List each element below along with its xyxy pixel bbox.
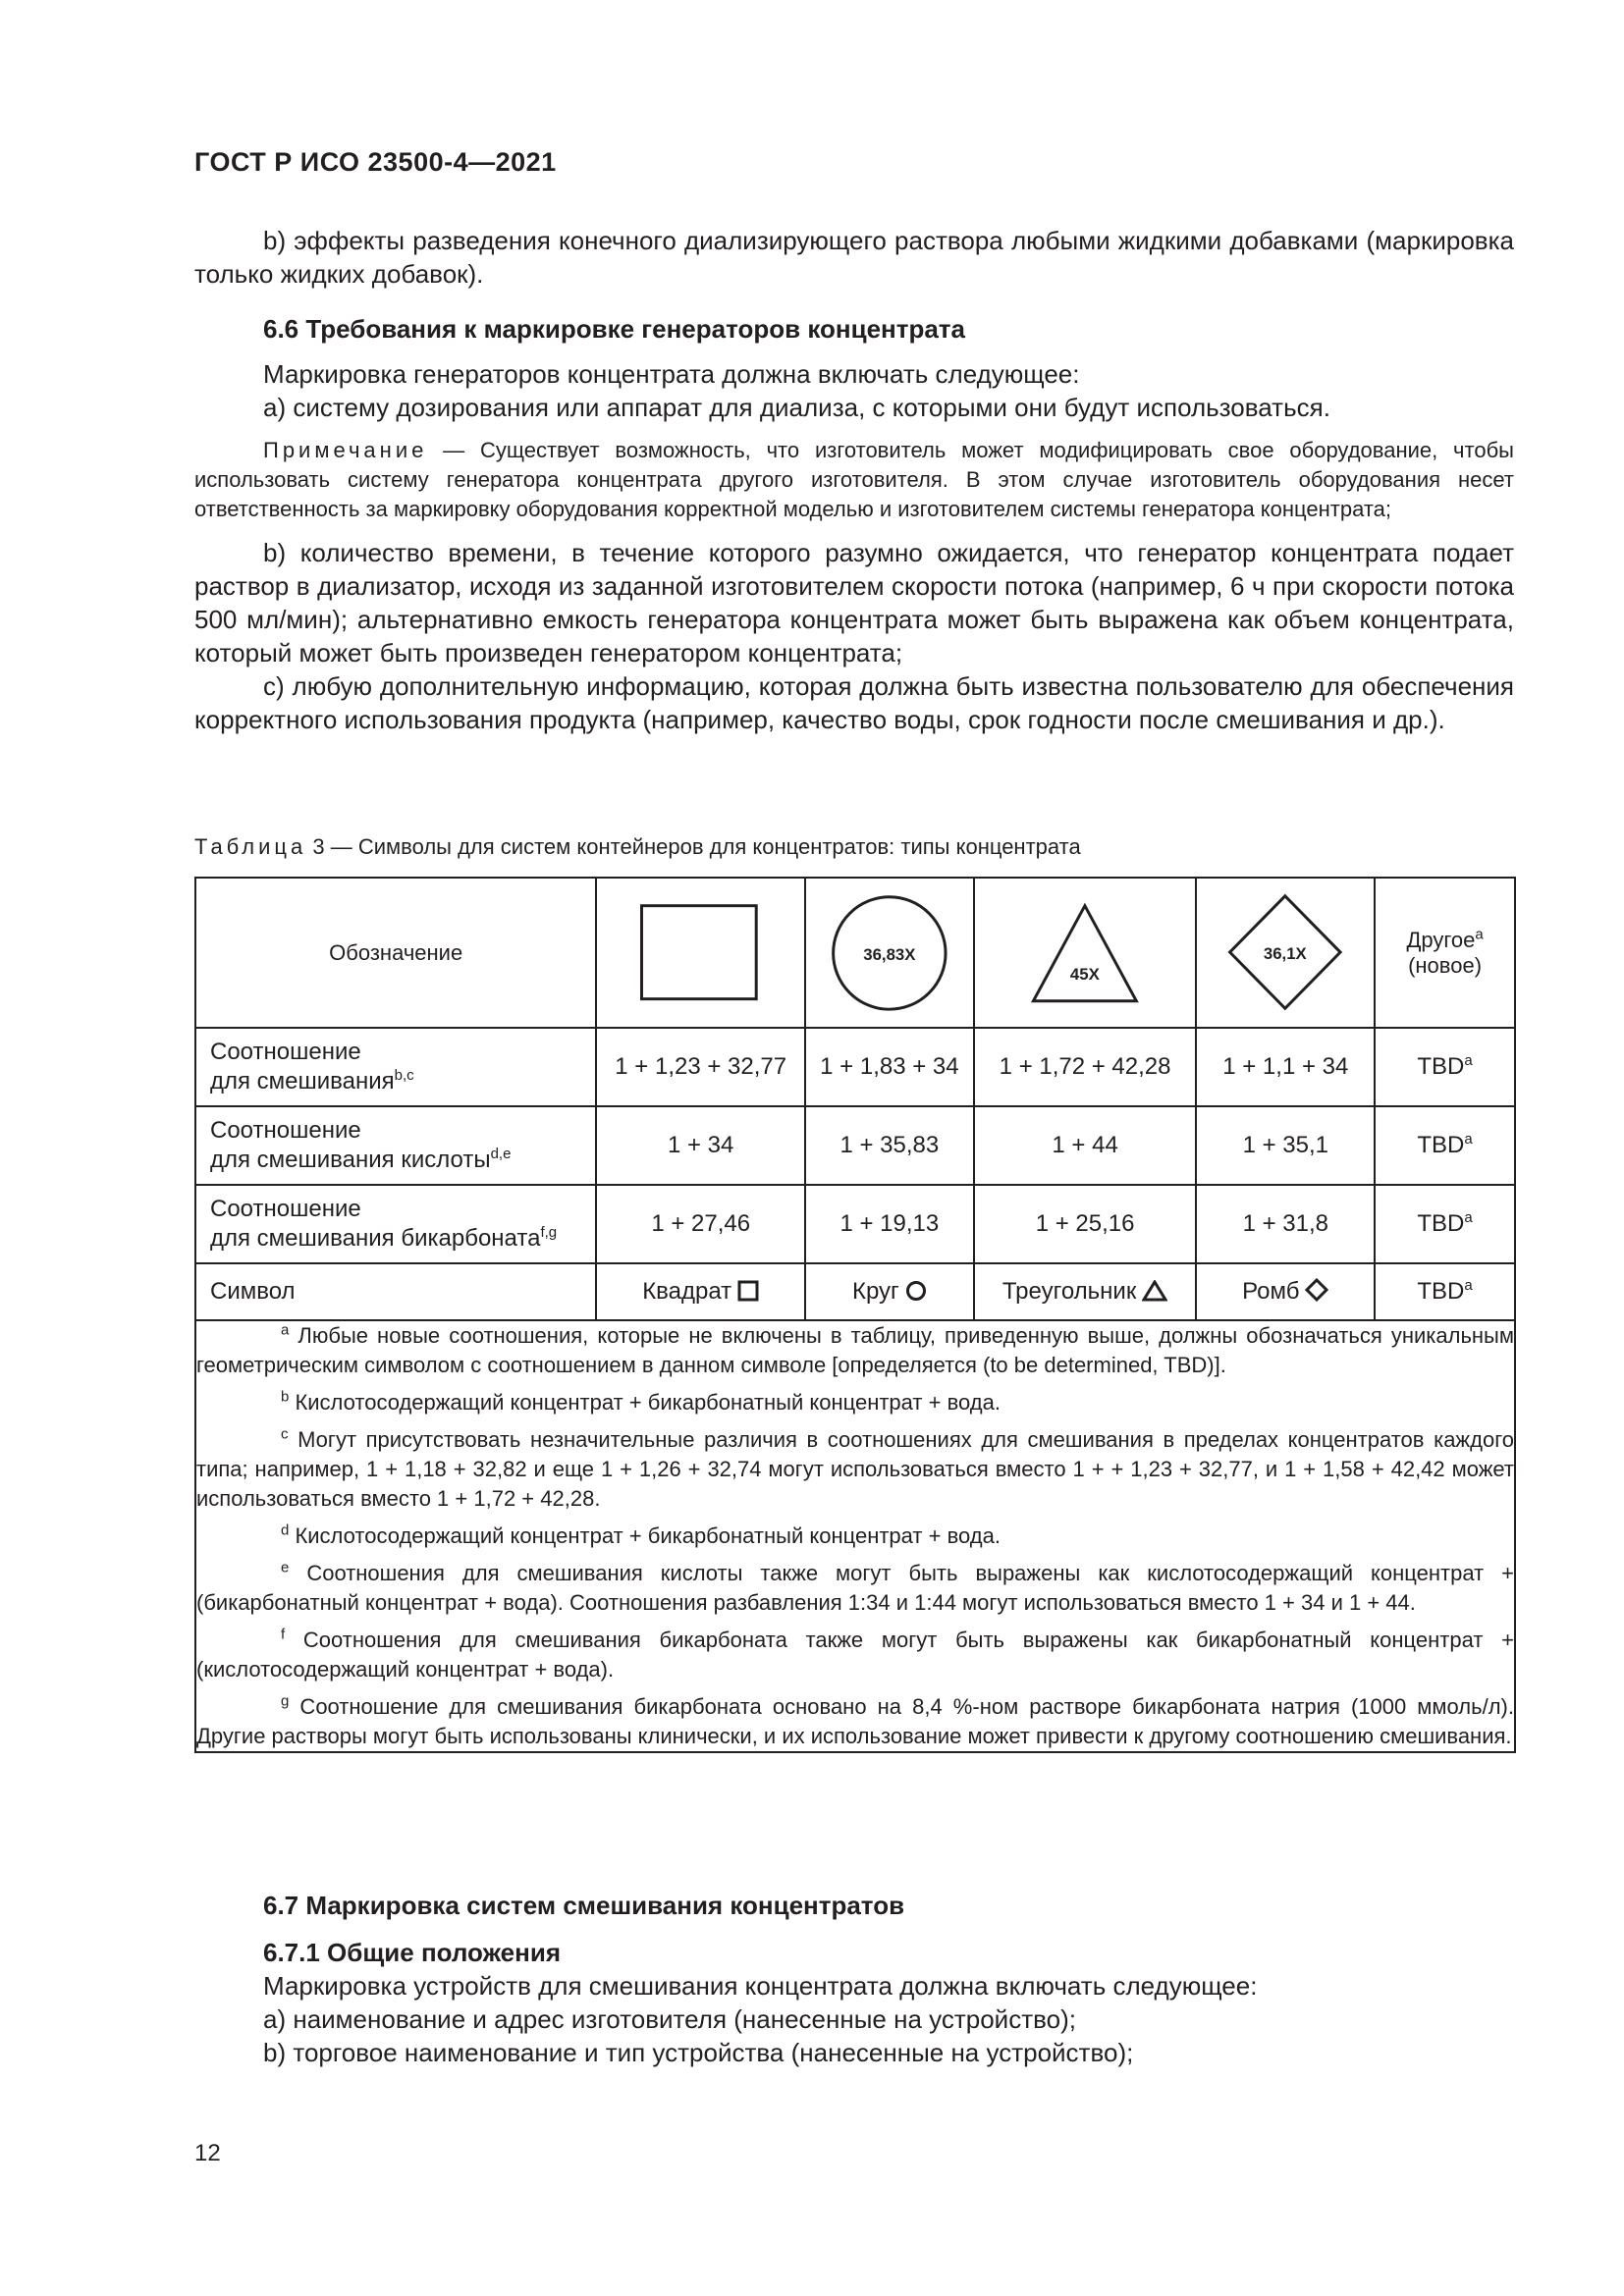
tbd-sup: a — [1464, 1209, 1473, 1226]
circle-symbol-text: 36,83X — [863, 944, 916, 964]
header-label: Обозначение — [195, 878, 596, 1028]
footnote-text: Кислотосодержащий концентрат + бикарбонатный концентрат + вода. — [289, 1523, 1001, 1548]
header-other-sup: a — [1475, 926, 1484, 943]
footnote-mark: f — [281, 1626, 286, 1643]
table-row — [195, 1106, 1515, 1185]
header-other-line2: (новое) — [1408, 952, 1483, 978]
header-diamond — [1196, 878, 1375, 1028]
symbol-row-label: Символ — [195, 1263, 596, 1320]
circle-icon — [905, 1280, 927, 1302]
footnote-text: Соотношения для смешивания кислоты также могут быть выражены как кислотосодержащий концентрат + (бикарбонатный концентрат + вода). Соотношения разбавления 1:34 и 1:44 могут использоваться вместо 1 + 34 и 1 + 44. — [196, 1561, 1514, 1615]
section-6-6-item-a: а) систему дозирования или аппарат для диализа, с которыми они будут использоваться. — [263, 393, 1330, 422]
section-6-6-item-b: b) количество времени, в течение которого разумно ожидается, что генератор концентрата подает раствор в диализатор, исходя из заданной изготовителем скорости потока (например, 6 ч при скорости потока 500 мл/мин); альтернативно емкость генератора концентрата может быть выражена как объем концентрата, который может быть произведен генератором концентрата; — [194, 538, 1514, 667]
table-cell: 1 + 27,46 — [596, 1185, 805, 1263]
tbd-cell — [1375, 1028, 1515, 1106]
section-6-6-lead: Маркировка генераторов концентрата должна включать следующее: — [263, 359, 1080, 389]
table-cell: 1 + 1,83 + 34 — [805, 1028, 974, 1106]
table-caption — [194, 834, 1081, 860]
section-6-7 — [194, 1889, 1514, 2069]
row-label-line1: Соотношение — [210, 1039, 361, 1065]
row-label-line1: Соотношение — [210, 1117, 361, 1144]
symbol-circle-label: Круг — [851, 1278, 899, 1305]
triangle-icon — [1142, 1280, 1167, 1302]
footnote — [196, 1321, 1514, 1380]
row-label-line2: для смешивания кислоты — [210, 1147, 491, 1173]
footnote — [196, 1692, 1514, 1751]
tbd-cell — [1375, 1106, 1515, 1185]
diamond-symbol-text: 36,1X — [1264, 944, 1308, 964]
table-cell: 1 + 44 — [974, 1106, 1197, 1185]
table-caption-label: Таблица — [194, 834, 307, 859]
row-label-sup: f,g — [540, 1224, 558, 1241]
footnote-text: Кислотосодержащий концентрат + бикарбонатный концентрат + вода. — [289, 1390, 1001, 1415]
symbol-circle-cell — [805, 1263, 974, 1320]
footnote — [196, 1626, 1514, 1684]
tbd-text: TBD — [1417, 1210, 1465, 1237]
footnote-mark: g — [281, 1692, 290, 1710]
square-symbol — [597, 880, 804, 1025]
diamond-icon — [1305, 1278, 1328, 1302]
row-label — [195, 1185, 596, 1263]
header-other-line1: Другое — [1406, 927, 1476, 952]
intro-block — [194, 224, 1514, 291]
section-6-7-item-a: а) наименование и адрес изготовителя (нанесенные на устройство); — [263, 2004, 1076, 2034]
table-row — [195, 1028, 1515, 1106]
table-cell: 1 + 19,13 — [805, 1185, 974, 1263]
header-other — [1375, 878, 1515, 1028]
section-6-6 — [194, 312, 1514, 736]
table-row — [195, 1185, 1515, 1263]
footnote-text: Соотношения для смешивания бикарбоната также могут быть выражены как бикарбонатный концентрат + (кислотосодержащий концентрат + вода). — [196, 1628, 1514, 1682]
symbol-row — [195, 1263, 1515, 1320]
row-label — [195, 1106, 596, 1185]
row-label-sup: d,e — [490, 1146, 512, 1162]
table-cell: 1 + 35,1 — [1196, 1106, 1375, 1185]
tbd-text: TBD — [1417, 1132, 1465, 1158]
table-cell: 1 + 35,83 — [805, 1106, 974, 1185]
header-triangle — [974, 878, 1197, 1028]
tbd-cell — [1375, 1185, 1515, 1263]
symbol-triangle-cell — [974, 1263, 1197, 1320]
symbol-square-cell — [596, 1263, 805, 1320]
symbol-triangle-label: Треугольник — [1001, 1278, 1137, 1305]
table-cell: 1 + 31,8 — [1196, 1185, 1375, 1263]
table-header-row — [195, 878, 1515, 1028]
section-6-6-title: 6.6 Требования к маркировке генераторов концентрата — [263, 314, 965, 344]
row-label-line2: для смешивания — [210, 1068, 395, 1095]
section-6-7-item-b: b) торговое наименование и тип устройства (нанесенные на устройство); — [263, 2038, 1134, 2067]
section-6-7-title: 6.7 Маркировка систем смешивания концентратов — [263, 1891, 905, 1920]
footnote-text: Могут присутствовать незначительные различия в соотношениях для смешивания в пределах концентратов каждого типа; например, 1 + 1,18 + 32,82 и еще 1 + 1,26 + 32,74 могут использоваться вместо 1 + + 1,23 + 32,77, и 1 + 1,58 + 42,42 может использоваться вместо 1 + 1,72 + 42,28. — [196, 1427, 1514, 1511]
row-label-sup: b,c — [394, 1067, 414, 1084]
footnotes-row — [195, 1320, 1515, 1752]
table-cell: 1 + 34 — [596, 1106, 805, 1185]
footnote-mark: b — [281, 1388, 290, 1406]
footnotes-cell — [195, 1320, 1515, 1752]
footnote — [196, 1522, 1514, 1551]
footnote-mark: c — [281, 1425, 289, 1443]
footnote-mark: e — [281, 1559, 290, 1576]
tbd-sup: a — [1464, 1131, 1473, 1148]
square-icon — [737, 1280, 759, 1302]
tbd-sup: a — [1464, 1052, 1473, 1069]
tbd-text: TBD — [1417, 1278, 1465, 1305]
row-label — [195, 1028, 596, 1106]
footnote — [196, 1425, 1514, 1514]
footnote — [196, 1388, 1514, 1417]
tbd-sup: a — [1464, 1277, 1473, 1294]
header-square — [596, 878, 805, 1028]
triangle-symbol — [975, 880, 1196, 1026]
circle-symbol — [806, 881, 973, 1026]
document-header: ГОСТ Р ИСО 23500-4—2021 — [194, 147, 557, 177]
footnote-text: Соотношение для смешивания бикарбоната основано на 8,4 %-ном растворе бикарбоната натрия (1000 ммоль/л). Другие растворы могут быть использованы клинически, и их использование может привести к другому соотношению смешивания. — [196, 1694, 1514, 1748]
triangle-symbol-text: 45X — [1069, 965, 1100, 985]
section-6-7-lead: Маркировка устройств для смешивания концентрата должна включать следующее: — [263, 1971, 1258, 2001]
section-6-7-1-title: 6.7.1 Общие положения — [263, 1938, 561, 1967]
page-number: 12 — [194, 2140, 221, 2166]
footnote-mark: a — [281, 1321, 290, 1339]
table-cell: 1 + 1,23 + 32,77 — [596, 1028, 805, 1106]
intro-item-b: b) эффекты разведения конечного диализирующего раствора любыми жидкими добавками (маркировка только жидких добавок). — [194, 226, 1514, 289]
table-cell: 1 + 1,1 + 34 — [1196, 1028, 1375, 1106]
tbd-cell — [1375, 1263, 1515, 1320]
symbols-table — [194, 877, 1516, 1753]
footnote-mark: d — [281, 1522, 290, 1539]
diamond-symbol — [1197, 880, 1374, 1025]
symbol-diamond-label: Ромб — [1242, 1278, 1300, 1305]
symbol-diamond-cell — [1196, 1263, 1375, 1320]
symbol-square-label: Квадрат — [642, 1278, 732, 1305]
footnote — [196, 1559, 1514, 1618]
note-label: Примечание — [263, 438, 428, 462]
section-6-6-note — [194, 436, 1514, 524]
tbd-text: TBD — [1417, 1053, 1465, 1080]
row-label-line2: для смешивания бикарбоната — [210, 1225, 541, 1252]
table-cell: 1 + 1,72 + 42,28 — [974, 1028, 1197, 1106]
row-label-line1: Соотношение — [210, 1196, 361, 1222]
header-circle — [805, 878, 974, 1028]
footnote-text: Любые новые соотношения, которые не включены в таблицу, приведенную выше, должны обозначаться уникальным геометрическим символом с соотношением в данном символе [определяется (to be determined, TBD)]. — [196, 1323, 1514, 1377]
section-6-6-item-c: c) любую дополнительную информацию, которая должна быть известна пользователю для обеспечения корректного использования продукта (например, качество воды, срок годности после смешивания и др.). — [194, 671, 1514, 734]
table-cell: 1 + 25,16 — [974, 1185, 1197, 1263]
note-text: — Существует возможность, что изготовитель может модифицировать свое оборудование, чтобы использовать систему генератора концентрата другого изготовителя. В этом случае изготовитель оборудования несет ответственность за маркировку оборудования корректной моделью и изготовителем системы генератора концентрата; — [194, 438, 1514, 521]
table-caption-text: 3 — Символы для систем контейнеров для концентратов: типы концентрата — [306, 834, 1081, 859]
